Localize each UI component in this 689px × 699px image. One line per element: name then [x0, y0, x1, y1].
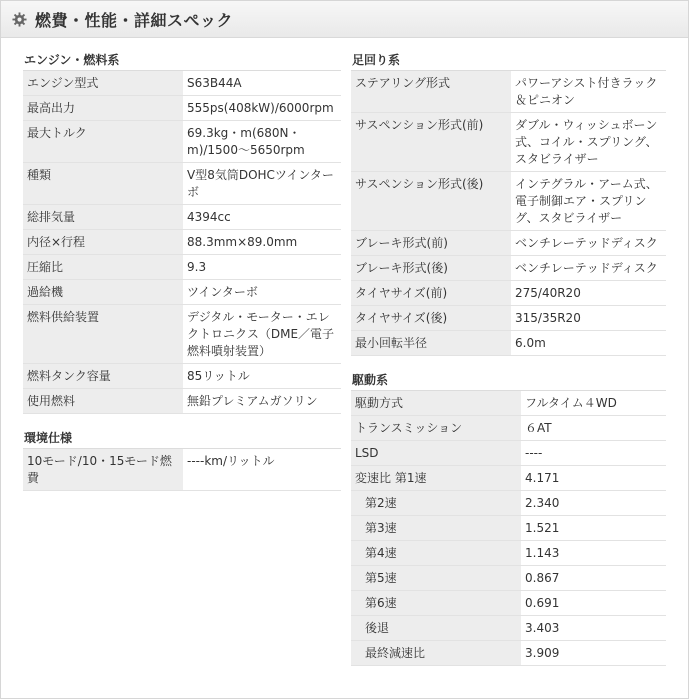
spec-label: LSD	[351, 441, 521, 466]
gear-icon	[11, 11, 27, 27]
drive-spec-table	[351, 391, 666, 666]
spec-label: 燃料タンク容量	[23, 364, 183, 389]
spec-value: V型8気筒DOHCツインターボ	[183, 163, 341, 205]
spec-value: ベンチレーテッドディスク	[511, 231, 666, 256]
spec-label: 第3速	[351, 516, 521, 541]
spec-label: 第6速	[351, 591, 521, 616]
spec-row	[351, 172, 666, 231]
spec-label: 最大トルク	[23, 121, 183, 163]
spec-label: 後退	[351, 616, 521, 641]
spec-row	[351, 466, 666, 491]
spec-row	[351, 616, 666, 641]
spec-label: タイヤサイズ(前)	[351, 281, 511, 306]
spec-label: タイヤサイズ(後)	[351, 306, 511, 331]
spec-label: エンジン型式	[23, 71, 183, 96]
spec-label: ブレーキ形式(後)	[351, 256, 511, 281]
spec-label: 最小回転半径	[351, 331, 511, 356]
spec-row	[23, 364, 341, 389]
spec-value: フルタイム４WD	[521, 391, 666, 416]
spec-row	[351, 641, 666, 666]
spec-label: 第4速	[351, 541, 521, 566]
spec-label: 燃料供給装置	[23, 305, 183, 364]
spec-label: 第2速	[351, 491, 521, 516]
spec-row	[351, 306, 666, 331]
section-title-chassis: 足回り系	[351, 50, 666, 71]
spec-value: 555ps(408kW)/6000rpm	[183, 96, 341, 121]
spec-label: 駆動方式	[351, 391, 521, 416]
spec-label: サスペンション形式(前)	[351, 113, 511, 172]
spec-value: 無鉛プレミアムガソリン	[183, 389, 341, 414]
spec-label: 変速比 第1速	[351, 466, 521, 491]
spec-value: ６AT	[521, 416, 666, 441]
spec-value: ----km/リットル	[183, 449, 341, 491]
spec-value: 3.403	[521, 616, 666, 641]
spec-row	[23, 121, 341, 163]
spec-label: ステアリング形式	[351, 71, 511, 113]
spec-row	[23, 71, 341, 96]
spec-row	[351, 231, 666, 256]
spec-row	[23, 163, 341, 205]
spec-row	[351, 331, 666, 356]
spec-row	[351, 416, 666, 441]
spec-value: 315/35R20	[511, 306, 666, 331]
spec-row	[23, 305, 341, 364]
panel-header	[1, 1, 688, 38]
spec-row	[351, 441, 666, 466]
spec-value: 4394cc	[183, 205, 341, 230]
engine-spec-table	[23, 71, 341, 414]
spec-value: ベンチレーテッドディスク	[511, 256, 666, 281]
spec-label: 使用燃料	[23, 389, 183, 414]
spec-value: ----	[521, 441, 666, 466]
spec-label: 最終減速比	[351, 641, 521, 666]
spec-value: パワーアシスト付きラック＆ピニオン	[511, 71, 666, 113]
spec-value: 1.521	[521, 516, 666, 541]
spec-value: 6.0m	[511, 331, 666, 356]
chassis-spec-table	[351, 71, 666, 356]
spec-row	[351, 391, 666, 416]
spec-value: 69.3kg・m(680N・m)/1500〜5650rpm	[183, 121, 341, 163]
spec-row	[351, 71, 666, 113]
env-spec-table	[23, 449, 341, 491]
page-title: 燃費・性能・詳細スペック	[35, 10, 234, 30]
spec-label: 最高出力	[23, 96, 183, 121]
spec-row	[23, 230, 341, 255]
spec-value: 0.691	[521, 591, 666, 616]
section-title-drive: 駆動系	[351, 370, 666, 391]
spec-label: トランスミッション	[351, 416, 521, 441]
spec-value: 2.340	[521, 491, 666, 516]
section-title-engine: エンジン・燃料系	[23, 50, 341, 71]
spec-row	[351, 566, 666, 591]
spec-label: ブレーキ形式(前)	[351, 231, 511, 256]
spec-value: デジタル・モーター・エレクトロニクス（DME／電子燃料噴射装置）	[183, 305, 341, 364]
spec-row	[351, 516, 666, 541]
spec-row	[351, 491, 666, 516]
spec-row	[351, 541, 666, 566]
left-column	[23, 50, 341, 491]
spec-value: ダブル・ウィッシュボーン式、コイル・スプリング、スタビライザー	[511, 113, 666, 172]
spec-row	[23, 96, 341, 121]
spec-value: インテグラル・アーム式、電子制御エア・スプリング、スタビライザー	[511, 172, 666, 231]
spec-row	[23, 255, 341, 280]
spec-value: 1.143	[521, 541, 666, 566]
right-column	[351, 50, 666, 666]
spec-label: 総排気量	[23, 205, 183, 230]
spec-row	[23, 389, 341, 414]
spec-label: 内径×行程	[23, 230, 183, 255]
spec-value: S63B44A	[183, 71, 341, 96]
spec-row	[23, 205, 341, 230]
spec-value: 9.3	[183, 255, 341, 280]
spec-label: 圧縮比	[23, 255, 183, 280]
spec-value: 88.3mm×89.0mm	[183, 230, 341, 255]
spec-row	[351, 113, 666, 172]
spec-label: 過給機	[23, 280, 183, 305]
spec-value: 275/40R20	[511, 281, 666, 306]
spec-value: ツインターボ	[183, 280, 341, 305]
section-title-environment: 環境仕様	[23, 428, 341, 449]
spec-row	[351, 256, 666, 281]
spec-value: 85リットル	[183, 364, 341, 389]
spec-label: 第5速	[351, 566, 521, 591]
spec-row	[351, 591, 666, 616]
spec-row	[351, 281, 666, 306]
spec-value: 4.171	[521, 466, 666, 491]
spec-row	[23, 280, 341, 305]
spec-label: 10モード/10・15モード燃費	[23, 449, 183, 491]
spec-label: 種類	[23, 163, 183, 205]
spec-value: 0.867	[521, 566, 666, 591]
spec-label: サスペンション形式(後)	[351, 172, 511, 231]
spec-row	[23, 449, 341, 491]
spec-value: 3.909	[521, 641, 666, 666]
